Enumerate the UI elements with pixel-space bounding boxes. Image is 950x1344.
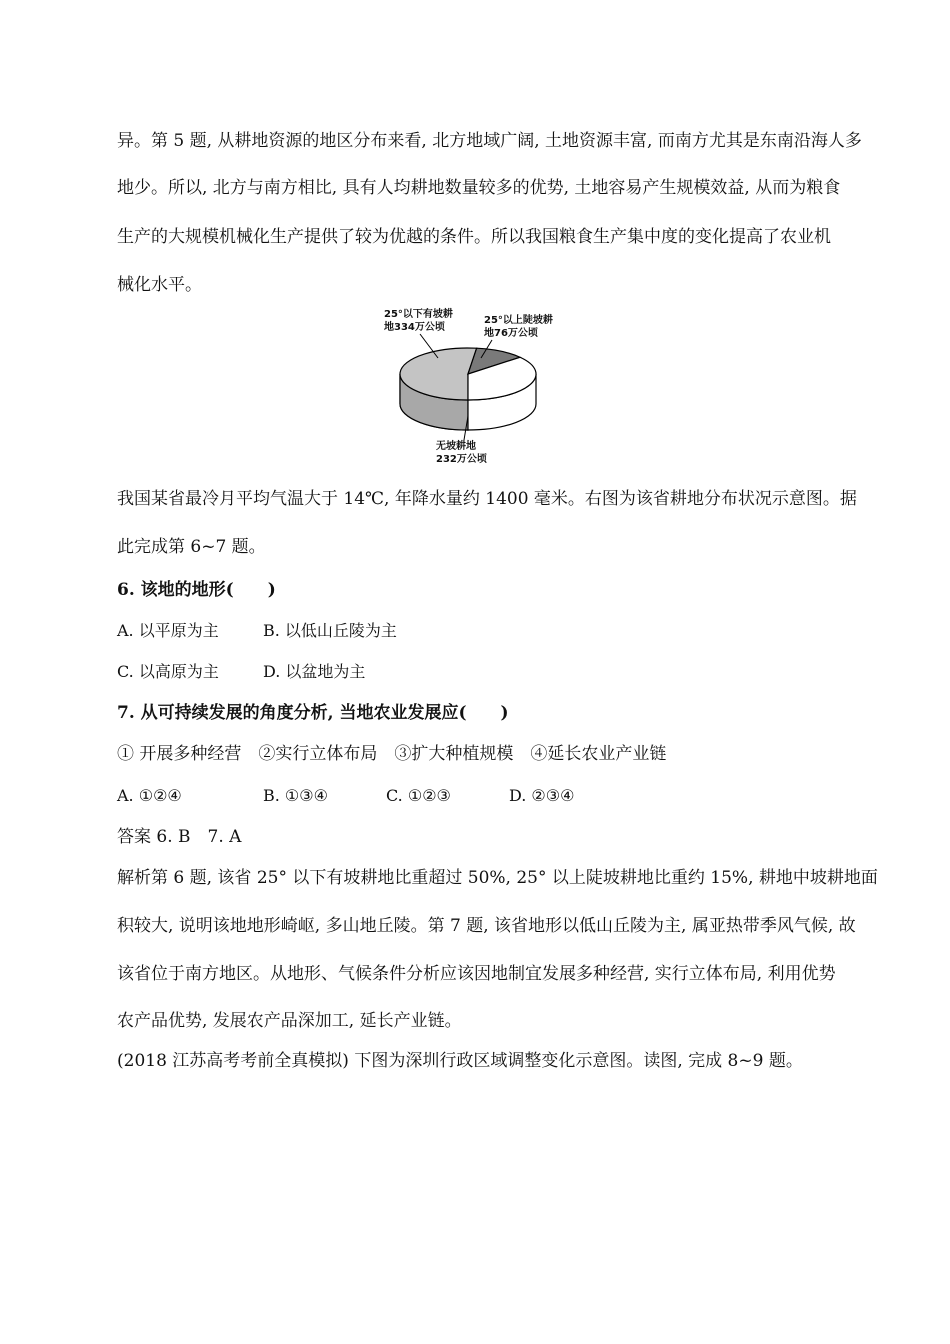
label-steep-above-25-line1: 25°以上陡坡耕 <box>484 315 553 326</box>
intro-line-1: 异。第 5 题, 从耕地资源的地区分布来看, 北方地域广阔, 土地资源丰富, 而南方尤其是东南沿海人多 <box>117 131 862 151</box>
q6-option-d: D. 以盆地为主 <box>263 662 366 681</box>
label-slope-below-25-line2: 地334万公顷 <box>384 322 445 333</box>
intro-line-3: 生产的大规模机械化生产提供了较为优越的条件。所以我国粮食生产集中度的变化提高了农业机 <box>117 227 831 247</box>
q7-option-d: D. ②③④ <box>509 786 575 805</box>
stem-line-1: 我国某省最冷月平均气温大于 14℃, 年降水量约 1400 毫米。右图为该省耕地分布状况示意图。据 <box>117 489 857 509</box>
analysis-line-3: 该省位于南方地区。从地形、气候条件分析应该因地制宜发展多种经营, 实行立体布局, 利用优势 <box>117 964 836 984</box>
next-question-intro: (2018 江苏高考考前全真模拟) 下图为深圳行政区域调整变化示意图。读图, 完成 8~9 题。 <box>117 1051 803 1071</box>
label-flat-line2: 232万公顷 <box>436 454 487 465</box>
label-flat-line1: 无坡耕地 <box>436 441 476 452</box>
q6-option-a: A. 以平原为主 <box>117 621 219 640</box>
q7-option-c: C. ①②③ <box>386 786 451 805</box>
label-steep-above-25-line2: 地76万公顷 <box>484 328 538 339</box>
q6-option-c: C. 以高原为主 <box>117 662 219 681</box>
q6-option-b: B. 以低山丘陵为主 <box>263 621 397 640</box>
stem-line-2: 此完成第 6~7 题。 <box>117 537 266 557</box>
analysis-line-1: 解析第 6 题, 该省 25° 以下有坡耕地比重超过 50%, 25° 以上陡坡耕地比重约 15%, 耕地中坡耕地面 <box>117 868 878 888</box>
q7-items: ① 开展多种经营 ②实行立体布局 ③扩大种植规模 ④延长农业产业链 <box>117 744 667 764</box>
question-7-title: 7. 从可持续发展的角度分析, 当地农业发展应( ) <box>117 703 509 723</box>
label-slope-below-25-line1: 25°以下有坡耕 <box>384 309 453 320</box>
analysis-line-4: 农产品优势, 发展农产品深加工, 延长产业链。 <box>117 1011 462 1031</box>
farmland-pie-chart <box>380 300 590 470</box>
intro-line-2: 地少。所以, 北方与南方相比, 具有人均耕地数量较多的优势, 土地容易产生规模效益, 从而为粮食 <box>117 178 841 198</box>
question-6-title: 6. 该地的地形( ) <box>117 580 276 600</box>
analysis-line-2: 积较大, 说明该地地形崎岖, 多山地丘陵。第 7 题, 该省地形以低山丘陵为主, 属亚热带季风气候, 故 <box>117 916 856 936</box>
q7-option-a: A. ①②④ <box>117 786 182 805</box>
intro-line-4: 械化水平。 <box>117 275 202 295</box>
q7-option-b: B. ①③④ <box>263 786 328 805</box>
answer-line: 答案 6. B 7. A <box>117 827 242 847</box>
